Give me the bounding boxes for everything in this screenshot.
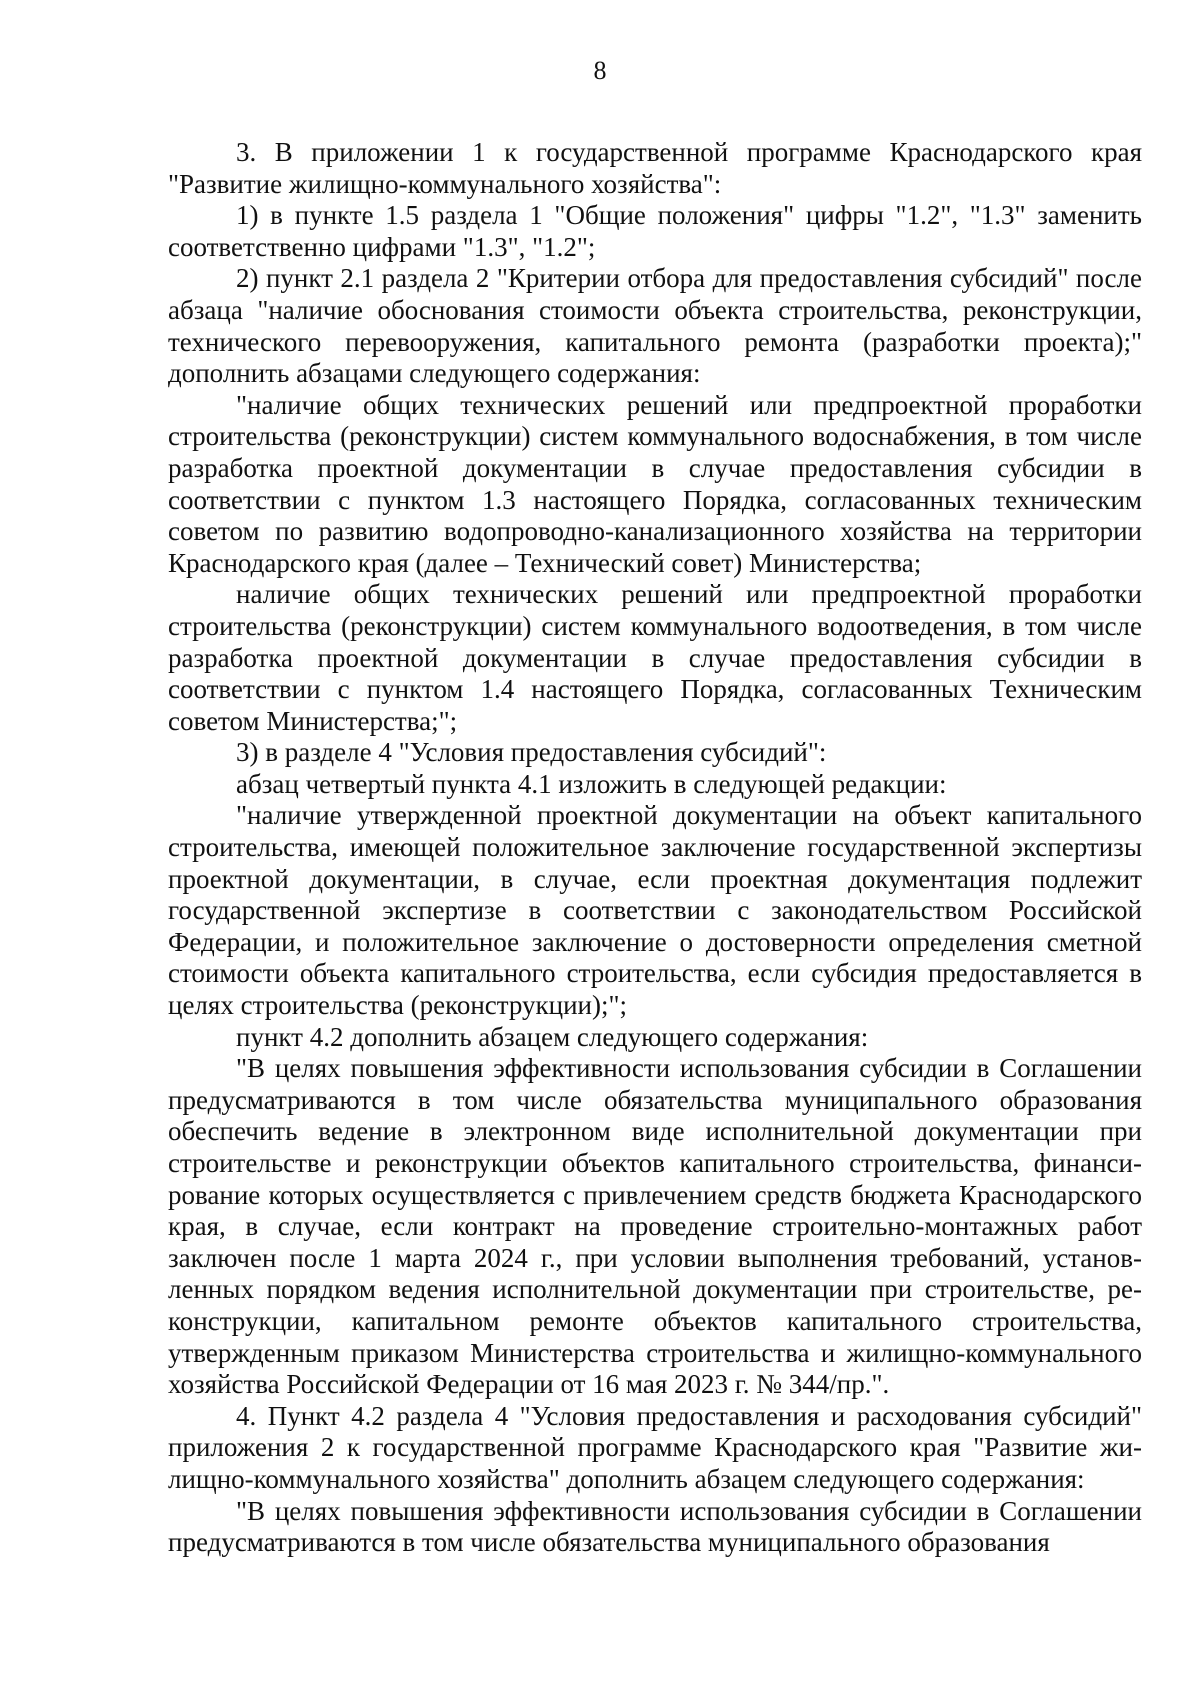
paragraph-project-documentation: "наличие утвержденной проектной документации на объект капитального строительства, имеющей положительное заключение государственной экспертизы проектной документации, в случае, если проектная документация подлежит государственной экспертизе в соответствии с законодательством Российской Федерации, и положительное заключение о достоверности определения сметной стоимости объекта капитального строительства, если субсидия предоставляется в целях строительства (реконструкции);"; (168, 800, 1142, 1021)
document-body (168, 137, 1142, 1559)
paragraph-subitem-3: 3) в разделе 4 "Условия предоставления субсидий": (236, 737, 827, 768)
page-number: 8 (593, 56, 607, 85)
paragraph-punkt-4-2: пункт 4.2 дополнить абзацем следующего содержания: (236, 1021, 869, 1052)
paragraph-item-3-intro: 3. В приложении 1 к государственной программе Краснодарского края "Развитие жилищно-коммунального хозяйства": (168, 137, 1142, 199)
paragraph-water-supply: "наличие общих технических решений или предпроектной проработки строительства (реконструкции) систем коммунального водоснабжения, в том числе разработка проектной документации в случае предоставления субсидии в соответствии с пунктом 1.3 настоящего Порядка, согласованных техническим советом по развитию водопроводно-канализационного хозяйства на территории Краснодарского края (далее – Технический совет) Министерства; (168, 389, 1142, 578)
paragraph-abzac-4-1: абзац четвертый пункта 4.1 изложить в следующей редакции: (236, 768, 947, 799)
paragraph-water-disposal: наличие общих технических решений или предпроектной проработки строительства (реконструкции) систем коммунального водоотведения, в том числе разработка проектной документации в случае предоставления субсидии в соответствии с пунктом 1.4 настоящего Порядка, согласованных Техническим советом Министерства;"; (168, 579, 1142, 736)
paragraph-subitem-2: 2) пункт 2.1 раздела 2 "Критерии отбора для предоставления субсидий" после абзаца "наличие обоснования стоимости объекта строительства, реконструкции, технического перевооружения, капитального ремонта (разработки проекта);" дополнить абзацами следующего содержания: (168, 263, 1142, 389)
paragraph-efficiency-2: "В целях повышения эффективности использования субсидии в Соглашении предусматриваются в том числе обязательства муниципального образования (168, 1495, 1142, 1558)
paragraph-subitem-1: 1) в пункте 1.5 раздела 1 "Общие положения" цифры "1.2", "1.3" заменить соответственно цифрами "1.3", "1.2"; (168, 200, 1142, 262)
paragraph-efficiency-1: "В целях повышения эффективности использования субсидии в Соглашении предусматриваются в том числе обязательства муниципального образования обеспечить ведение в электронном виде исполнительной документации при строительстве и реконструкции объектов капитального строительства, финансирование которых осуществляется с привлечением средств бюджета Краснодарского края, в случае, если контракт на проведение строительно-монтажных работ заключен после 1 марта 2024 г., при условии выполнения требований, установленных порядком ведения исполнительной документации при строительстве, реконструкции, капитальном ремонте объектов капитального строительства, утвержденным приказом Министерства строительства и жилищно-коммунального хозяйства Российской Федерации от 16 мая 2023 г. № 344/пр.". (168, 1053, 1142, 1400)
paragraph-item-4: 4. Пункт 4.2 раздела 4 "Условия предоставления и расходования субсидий" приложения 2 к государственной программе Краснодарского края "Развитие жилищно-коммунального хозяйства" дополнить абзацем следующего содержания: (168, 1400, 1142, 1494)
